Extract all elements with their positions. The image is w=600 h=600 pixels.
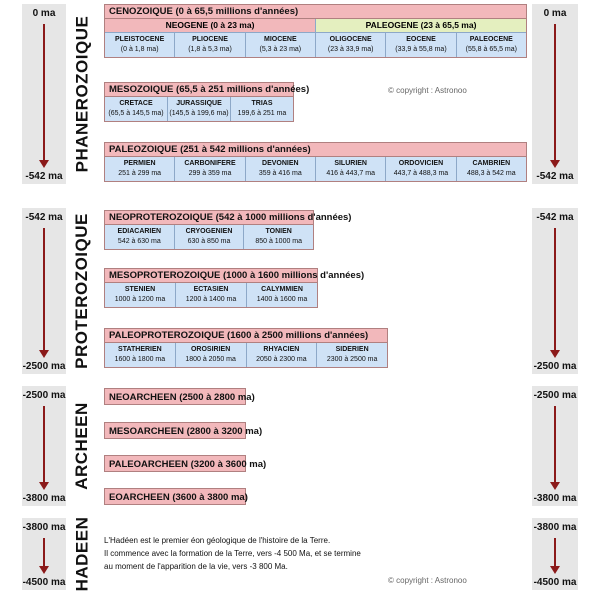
arrow-end-label: -542 ma (536, 171, 574, 182)
era-paleoarcheen: PALEOARCHEEN (3200 à 3600 ma) (104, 455, 246, 472)
arrow-start-label: -3800 ma (533, 522, 577, 533)
period-cell: PALEOCENE (55,8 à 65,5 ma) (457, 33, 526, 57)
era-title: PALEOZOIQUE (251 à 542 millions d'années) (105, 143, 526, 157)
arrow-end-label: -4500 ma (533, 577, 577, 588)
period-cell: CARBONIFERE 299 à 359 ma (175, 157, 245, 181)
arrow-start-label: -542 ma (536, 212, 574, 223)
era-cenozoique (104, 4, 527, 58)
left-arrow-proterozoique (22, 208, 66, 374)
neogene-title: NEOGENE (0 à 23 ma) (105, 19, 315, 33)
left-arrow-phanerozoique (22, 4, 66, 184)
era-title: PALEOPROTEROZOIQUE (1600 à 2500 millions d'années) (105, 329, 387, 343)
eon-label-phanerozoique: PHANEROZOIQUE (72, 15, 91, 173)
period-cell: STATHERIEN 1600 à 1800 ma (105, 343, 176, 367)
period-cell: JURASSIQUE (145,5 à 199,6 ma) (168, 97, 231, 121)
period-cell: PLIOCENE (1,8 à 5,3 ma) (175, 33, 245, 57)
period-cell: STENIEN 1000 à 1200 ma (105, 283, 176, 307)
left-arrow-archeen (22, 386, 66, 506)
period-cell: EDIACARIEN 542 à 630 ma (105, 225, 175, 249)
arrow-start-label: -542 ma (25, 212, 63, 223)
right-arrow-phanerozoique (532, 4, 578, 184)
period-cell: PLEISTOCENE (0 à 1,8 ma) (105, 33, 175, 57)
paleogene-title: PALEOGENE (23 à 65,5 ma) (316, 19, 526, 33)
hadeen-line-3: au moment de l'apparition de la vie, vers -3 800 Ma. (104, 562, 288, 571)
era-title: CENOZOIQUE (0 à 65,5 millions d'années) (105, 5, 526, 19)
period-cell: EOCENE (33,9 à 55,8 ma) (386, 33, 456, 57)
arrow-end-label: -2500 ma (533, 361, 577, 372)
arrow-start-label: -2500 ma (22, 390, 66, 401)
period-cell: SIDERIEN 2300 à 2500 ma (317, 343, 387, 367)
neogene-block (105, 19, 316, 57)
arrow-start-label: -3800 ma (22, 522, 66, 533)
arrow-end-label: -2500 ma (22, 361, 66, 372)
era-neoproterozoique (104, 210, 352, 250)
copyright-bottom: © copyright : Astronoo (388, 576, 467, 585)
period-cell: ORDOVICIEN 443,7 à 488,3 ma (386, 157, 456, 181)
era-title: MESOPROTEROZOIQUE (1000 à 1600 millions d'années) (105, 269, 317, 283)
era-paleoproterozoique (104, 328, 388, 368)
period-cell: RHYACIEN 2050 à 2300 ma (247, 343, 318, 367)
arrow-end-label: -3800 ma (533, 493, 577, 504)
left-arrow-hadeen (22, 518, 66, 590)
era-mesozoique (104, 82, 310, 122)
hadeen-line-1: L'Hadéen est le premier éon géologique de l'histoire de la Terre. (104, 536, 331, 545)
era-title: MESOZOIQUE (65,5 à 251 millions d'années) (105, 83, 293, 97)
period-cell: SILURIEN 416 à 443,7 ma (316, 157, 386, 181)
period-cell: OROSIRIEN 1800 à 2050 ma (176, 343, 247, 367)
paleogene-block (316, 19, 526, 57)
period-cell: TRIAS 199,6 à 251 ma (231, 97, 293, 121)
era-paleozoique (104, 142, 527, 182)
period-cell: PERMIEN 251 à 299 ma (105, 157, 175, 181)
period-cell: CRYOGENIEN 630 à 850 ma (175, 225, 245, 249)
arrow-end-label: -4500 ma (22, 577, 66, 588)
period-cell: TONIEN 850 à 1000 ma (244, 225, 313, 249)
period-cell: ECTASIEN 1200 à 1400 ma (176, 283, 247, 307)
period-cell: CRETACE (65,5 à 145,5 ma) (105, 97, 168, 121)
era-mesoarcheen: MESOARCHEEN (2800 à 3200 ma) (104, 422, 246, 439)
right-arrow-proterozoique (532, 208, 578, 374)
era-eoarcheen: EOARCHEEN (3600 à 3800 ma) (104, 488, 246, 505)
eon-label-archeen: ARCHEEN (72, 402, 91, 490)
period-cell: DEVONIEN 359 à 416 ma (246, 157, 316, 181)
eon-label-hadeen: HADEEN (72, 516, 92, 592)
arrow-end-label: -3800 ma (22, 493, 66, 504)
right-arrow-archeen (532, 386, 578, 506)
arrow-end-label: -542 ma (25, 171, 63, 182)
arrow-start-label: 0 ma (543, 8, 567, 19)
era-neoarcheen: NEOARCHEEN (2500 à 2800 ma) (104, 388, 246, 405)
hadeen-line-2: Il commence avec la formation de la Terre, vers -4 500 Ma, et se termine (104, 549, 361, 558)
period-cell: OLIGOCENE (23 à 33,9 ma) (316, 33, 386, 57)
period-cell: MIOCENE (5,3 à 23 ma) (246, 33, 315, 57)
era-title: NEOPROTEROZOIQUE (542 à 1000 millions d'années) (105, 211, 313, 225)
hadeen-description (104, 534, 434, 573)
period-cell: CAMBRIEN 488,3 à 542 ma (457, 157, 526, 181)
right-arrow-hadeen (532, 518, 578, 590)
copyright-top: © copyright : Astronoo (388, 86, 467, 95)
period-cell: CALYMMIEN 1400 à 1600 ma (247, 283, 317, 307)
arrow-start-label: 0 ma (32, 8, 56, 19)
arrow-start-label: -2500 ma (533, 390, 577, 401)
era-mesoproterozoique (104, 268, 365, 308)
eon-label-proterozoique: PROTEROZOIQUE (72, 213, 92, 369)
